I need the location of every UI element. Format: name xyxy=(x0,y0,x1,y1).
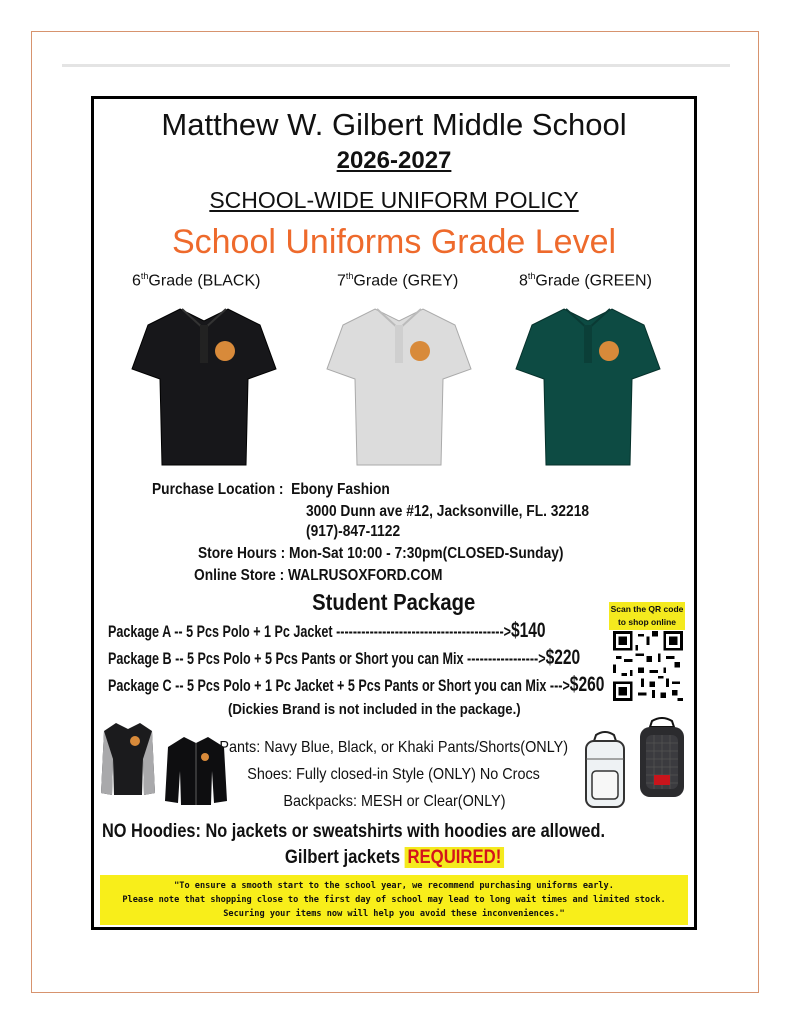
jackets-text: Gilbert jackets xyxy=(284,847,400,868)
grade-7-label xyxy=(337,271,458,290)
package-b-price: $220 xyxy=(545,646,581,669)
uniform-flyer xyxy=(91,96,697,930)
mesh-backpack-image xyxy=(634,717,690,799)
backpacks-rule: Backpacks: MESH or Clear(ONLY) xyxy=(282,793,506,810)
package-b-desc: Package B -- 5 Pcs Polo + 5 Pcs Pants or Short you can Mix -----------------> xyxy=(108,649,546,668)
black-polo-image xyxy=(130,299,278,471)
school-year: 2026-2027 xyxy=(336,147,452,174)
jackets-required xyxy=(94,847,694,869)
grey-polo-image xyxy=(325,299,473,471)
banner-line-2: Please note that shopping close to the first day of school may lead to long wait times and limited stock. xyxy=(122,895,666,905)
grade-8-label xyxy=(519,271,652,290)
package-title: Student Package xyxy=(312,589,476,615)
grade-7-color: Grade (GREY) xyxy=(353,272,459,290)
banner-line-3: Securing your items now will help you avoid these inconveniences." xyxy=(223,909,565,919)
grade-level-headline: School Uniforms Grade Level xyxy=(171,223,617,261)
early-purchase-banner xyxy=(100,875,688,925)
purchase-label: Purchase Location : xyxy=(152,481,284,498)
grade-8-suffix: th xyxy=(527,271,536,281)
grade-8-color: Grade (GREEN) xyxy=(535,272,652,290)
package-c-price: $260 xyxy=(569,673,605,696)
shoes-rule: Shoes: Fully closed-in Style (ONLY) No Crocs xyxy=(247,766,541,783)
dickies-note: (Dickies Brand is not included in the package.) xyxy=(227,701,521,718)
pants-rule: Pants: Navy Blue, Black, or Khaki Pants/Shorts(ONLY) xyxy=(219,739,569,756)
grade-7-number: 7 xyxy=(337,272,346,290)
package-a-desc: Package A -- 5 Pcs Polo + 1 Pc Jacket ----------------------------------------> xyxy=(108,622,511,641)
store-hours: Store Hours : Mon-Sat 10:00 - 7:30pm(CLOSED-Sunday) xyxy=(198,545,564,562)
required-highlight: REQUIRED! xyxy=(404,847,503,868)
varsity-jacket-image xyxy=(100,719,156,797)
policy-title: SCHOOL-WIDE UNIFORM POLICY xyxy=(209,187,579,213)
grade-6-color: Grade (BLACK) xyxy=(148,272,261,290)
banner-line-1: "To ensure a smooth start to the school year, we recommend purchasing uniforms early. xyxy=(174,881,614,891)
store-address: 3000 Dunn ave #12, Jacksonville, FL. 32218 xyxy=(306,503,590,520)
grade-6-label xyxy=(132,271,260,290)
page-divider xyxy=(62,64,730,67)
school-name: Matthew W. Gilbert Middle School xyxy=(161,107,627,142)
package-c-desc: Package C -- 5 Pcs Polo + 1 Pc Jacket + 5 Pcs Pants or Short you can Mix ---> xyxy=(108,676,570,695)
grade-6-suffix: th xyxy=(140,271,149,281)
clear-backpack-image xyxy=(580,731,630,811)
grade-8-number: 8 xyxy=(519,272,528,290)
qr-note: Scan the QR code to shop online xyxy=(609,602,685,630)
green-polo-image xyxy=(514,299,662,471)
grade-7-suffix: th xyxy=(345,271,354,281)
store-name: Ebony Fashion xyxy=(291,481,390,498)
store-phone: (917)-847-1122 xyxy=(306,523,401,540)
online-store: Online Store : WALRUSOXFORD.COM xyxy=(194,567,443,584)
grade-6-number: 6 xyxy=(132,272,141,290)
qr-code-icon[interactable] xyxy=(613,631,683,701)
package-a-price: $140 xyxy=(510,619,546,642)
purchase-location xyxy=(152,481,428,499)
no-hoodies-rule: NO Hoodies: No jackets or sweatshirts with hoodies are allowed. xyxy=(101,821,605,842)
